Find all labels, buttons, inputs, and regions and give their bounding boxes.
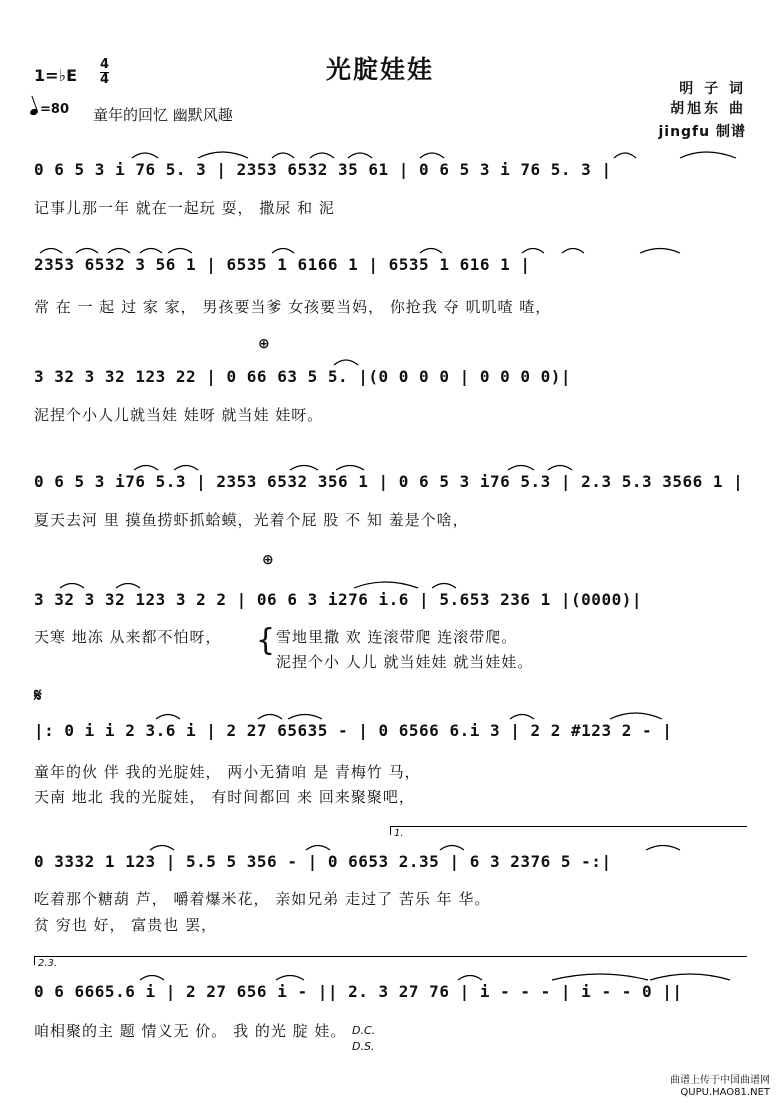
ds-mark: D.S.: [352, 1040, 375, 1053]
lyricist: 明 子 词: [679, 81, 746, 97]
lyric-alt-2: 泥捏个小 人儿 就当娃娃 就当娃娃。: [276, 653, 534, 671]
notation-line-5: 3 32 3 32 123 3 2 2 | 06 6 3 i276 i.6 | 5.653 236 1 |(0000)|: [34, 590, 642, 609]
lyric-line-6: 童年的伙 伴 我的光腚娃， 两小无猜咱 是 青梅竹 马，: [34, 763, 421, 781]
lyric-line-8: 咱相聚的主 题 情义无 价。 我 的光 腚 娃。: [34, 1022, 347, 1040]
lyric-line-6b: 天南 地北 我的光腚娃， 有时间都回 来 回来聚聚吧，: [34, 788, 415, 806]
notation-line-3: 3 32 3 32 123 22 | 0 66 63 5 5. |(0 0 0 0 | 0 0 0 0)|: [34, 367, 572, 386]
dc-mark: D.C.: [352, 1024, 376, 1037]
style-text: 童年的回忆 幽默风趣: [93, 106, 233, 124]
notation-line-1: 0 6 5 3 i 76 5. 3 | 2353 6532 35 61 | 0 6 5 3 i 76 5. 3 |: [34, 160, 612, 179]
notation-line-8: 0 6 6665.6 i | 2 27 656 i - || 2. 3 27 76 | i - - - | i - - 0 ||: [34, 982, 683, 1001]
lyric-line-5: 天寒 地冻 从来都不怕呀，: [34, 628, 222, 646]
segno-mark: 𝄋: [34, 685, 42, 706]
footer-line-1: 曲谱上传于中国曲谱网: [670, 1075, 770, 1086]
lyric-line-3: 泥捏个小人儿就当娃 娃呀 就当娃 娃呀。: [34, 406, 324, 424]
page-title: 光腚娃娃: [326, 55, 435, 84]
notation-line-6: |: 0 i i 2 3.6 i | 2 27 65635 - | 0 6566 6.i 3 | 2 2 #123 2 - |: [34, 721, 673, 740]
lyric-line-1: 记事儿那一年 就在一起玩 耍， 撒尿 和 泥: [34, 199, 335, 217]
key-signature: 1=♭E: [34, 66, 78, 85]
footer-watermark: [670, 1075, 770, 1099]
notation-line-4: 0 6 5 3 i76 5.3 | 2353 6532 356 1 | 0 6 5 3 i76 5.3 | 2.3 5.3 3566 1 |: [34, 472, 744, 491]
coda-mark-1: ⊕: [258, 336, 270, 352]
lyric-line-4: 夏天去河 里 摸鱼捞虾抓蛤蟆，光着个屁 股 不 知 羞是个啥，: [34, 511, 469, 529]
volta-1-label: 1.: [394, 828, 404, 839]
composer: 胡旭东 曲: [670, 101, 746, 117]
coda-mark-2: ⊕: [262, 552, 274, 568]
tempo-value: =80: [40, 102, 69, 117]
arranger: jingfu 制谱: [658, 124, 746, 140]
lyric-brace: {: [256, 623, 276, 658]
notation-line-7: 0 3332 1 123 | 5.5 5 356 - | 0 6653 2.35 | 6 3 2376 5 -:|: [34, 852, 612, 871]
lyric-line-7b: 贫 穷也 好， 富贵也 罢，: [34, 916, 218, 934]
time-bottom: 4: [100, 72, 110, 87]
footer-line-2: QUPU.HAO81.NET: [680, 1087, 770, 1098]
lyric-alt-1: 雪地里撒 欢 连滚带爬 连滚带爬。: [276, 628, 518, 646]
lyric-line-2: 常 在 一 起 过 家 家， 男孩要当爹 女孩要当妈， 你抢我 夺 叽叽喳 喳，: [34, 298, 552, 316]
lyric-line-7: 吃着那个糖葫 芦， 嚼着爆米花， 亲如兄弟 走过了 苦乐 年 华。: [34, 890, 491, 908]
time-top: 4: [100, 57, 110, 72]
notation-line-2: 2353 6532 3 56 1 | 6535 1 6166 1 | 6535 1 616 1 |: [34, 255, 531, 274]
volta-23-label: 2.3.: [38, 958, 58, 969]
